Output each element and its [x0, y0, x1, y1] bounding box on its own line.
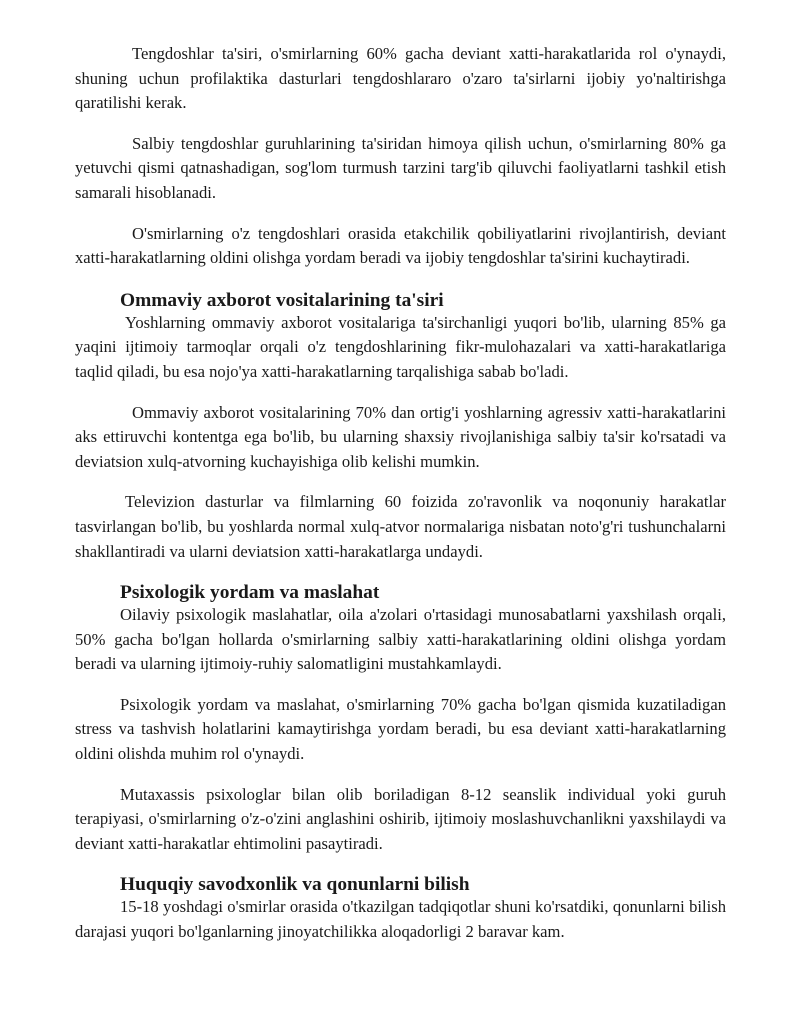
heading-mass-media: Ommaviy axborot vositalarining ta'siri: [120, 289, 444, 311]
document-page: [75, 42, 726, 961]
paragraph-tv-films: Televizion dasturlar va filmlarning 60 foizida zo'ravonlik va noqonuniy harakatlar tasvirlangan bo'lib, bu yoshlarda normal xulq-atvor normalariga nisbatan noto'g'ri tushunchalarni shakllantiradi va ularni deviatsion xatti-harakatlarga undaydi.: [75, 492, 726, 561]
heading-legal-literacy: Huquqiy savodxonlik va qonunlarni bilish: [120, 874, 470, 896]
paragraph-family-counseling: Oilaviy psixologik maslahatlar, oila a'zolari o'rtasidagi munosabatlarni yaxshilash orqali, 50% gacha bo'lgan hollarda o'smirlarning salbiy xatti-harakatlarining oldini olishga yordam beradi va ularning ijtimoiy-ruhiy salomatligini mustahkamlaydi.: [75, 605, 726, 674]
paragraph-negative-peer-groups: Salbiy tengdoshlar guruhlarining ta'siridan himoya qilish uchun, o'smirlarning 80% ga yetuvchi qismi qatnashadigan, sog'lom turmush tarzini targ'ib qiluvchi faoliyatlarni tashkil etish samarali hisoblanadi.: [75, 133, 726, 202]
paragraph-therapy-sessions: Mutaxassis psixologlar bilan olib boriladigan 8-12 seanslik individual yoki guruh terapiyasi, o'smirlarning o'z-o'zini anglashini oshirib, ijtimoiy moslashuvchanlikni yaxshilaydi va deviant xatti-harakatlar ehtimolini pasaytiradi.: [75, 784, 726, 853]
paragraph-legal-knowledge: 15-18 yoshdagi o'smirlar orasida o'tkazilgan tadqiqotlar shuni ko'rsatdiki, qonunlarni bilish darajasi yuqori bo'lganlarning jinoyatchilikka aloqadorligi 2 baravar kam.: [75, 897, 726, 942]
paragraph-peer-influence: Tengdoshlar ta'siri, o'smirlarning 60% gacha deviant xatti-harakatlarida rol o'ynaydi, shuning uchun profilaktika dasturlari tengdoshlararo o'zaro ta'sirlarni ijobiy yo'naltirishga qaratilishi kerak.: [75, 44, 726, 113]
paragraph-media-sensitivity: Yoshlarning ommaviy axborot vositalariga ta'sirchanligi yuqori bo'lib, ularning 85% ga yaqini ijtimoiy tarmoqlar orqali o'z tengdoshlarining fikr-mulohazalari va xatti-harakatlariga taqlid qiladi, bu esa nojo'ya xatti-harakatlarning tarqalishiga sabab bo'ladi.: [75, 312, 726, 381]
paragraph-leadership-skills: O'smirlarning o'z tengdoshlari orasida etakchilik qobiliyatlarini rivojlantirish, deviant xatti-harakatlarning oldini olishga yordam beradi va ijobiy tengdoshlar ta'sirini kuchaytiradi.: [75, 223, 726, 268]
heading-psychological-help: Psixologik yordam va maslahat: [120, 582, 380, 604]
paragraph-stress-reduction: Psixologik yordam va maslahat, o'smirlarning 70% gacha bo'lgan qismida kuzatiladigan stress va tashvish holatlarini kamaytirishga yordam beradi, bu esa deviant xatti-harakatlarning oldini olishda muhim rol o'ynaydi.: [75, 694, 726, 764]
paragraph-aggressive-content: Ommaviy axborot vositalarining 70% dan ortig'i yoshlarning agressiv xatti-harakatlarini aks ettiruvchi kontentga ega bo'lib, bu ularning shaxsiy rivojlanishiga salbiy ta'sir ko'rsatadi va deviatsion xulq-atvorning kuchayishiga olib kelishi mumkin.: [75, 402, 726, 471]
